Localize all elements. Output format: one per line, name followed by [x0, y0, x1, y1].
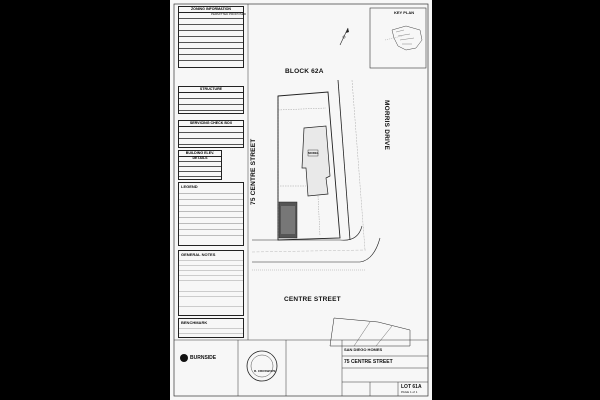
block-label: BLOCK 62A — [285, 68, 324, 75]
building-title: BUILDING ELEV. DETAILS — [179, 151, 221, 157]
legend-title: LEGEND — [181, 184, 198, 189]
legend-box — [178, 182, 244, 246]
site-plan-sheet — [170, 0, 432, 400]
building-elev-table — [178, 150, 222, 180]
zoning-table — [178, 6, 247, 68]
model-label: MODEL — [308, 151, 319, 155]
structure-title: STRUCTURE — [179, 87, 243, 93]
street-bottom-label: CENTRE STREET — [284, 296, 341, 303]
seal-name: R. CROSWOPE — [254, 369, 276, 373]
benchmark-title: BENCHMARK — [181, 320, 208, 325]
client-name: SAN DIEGO HOMES — [344, 347, 383, 352]
page-number: PAGE 1 of 1 — [401, 390, 418, 394]
street-left-label: 75 CENTRE STREET — [250, 138, 257, 205]
firm-name: BURNSIDE — [190, 355, 217, 361]
lot-number: LOT 61A — [401, 384, 422, 390]
key-plan-label: KEY PLAN — [394, 10, 415, 15]
notes-title: GENERAL NOTES — [181, 252, 216, 257]
structure-table — [178, 86, 244, 114]
zoning-col-proposed: PROPOSED — [229, 12, 247, 16]
project-address: 75 CENTRE STREET — [344, 359, 393, 365]
benchmark-box — [178, 318, 244, 338]
street-right-label: MORRIS DRIVE — [383, 100, 390, 151]
servicing-table — [178, 120, 244, 148]
general-notes-box — [178, 250, 244, 316]
servicing-title: SERVICING CHECK BOX — [179, 121, 243, 127]
zoning-title: ZONING INFORMATION — [179, 7, 243, 13]
zoning-col-permitted: PERMITTED — [211, 12, 229, 16]
